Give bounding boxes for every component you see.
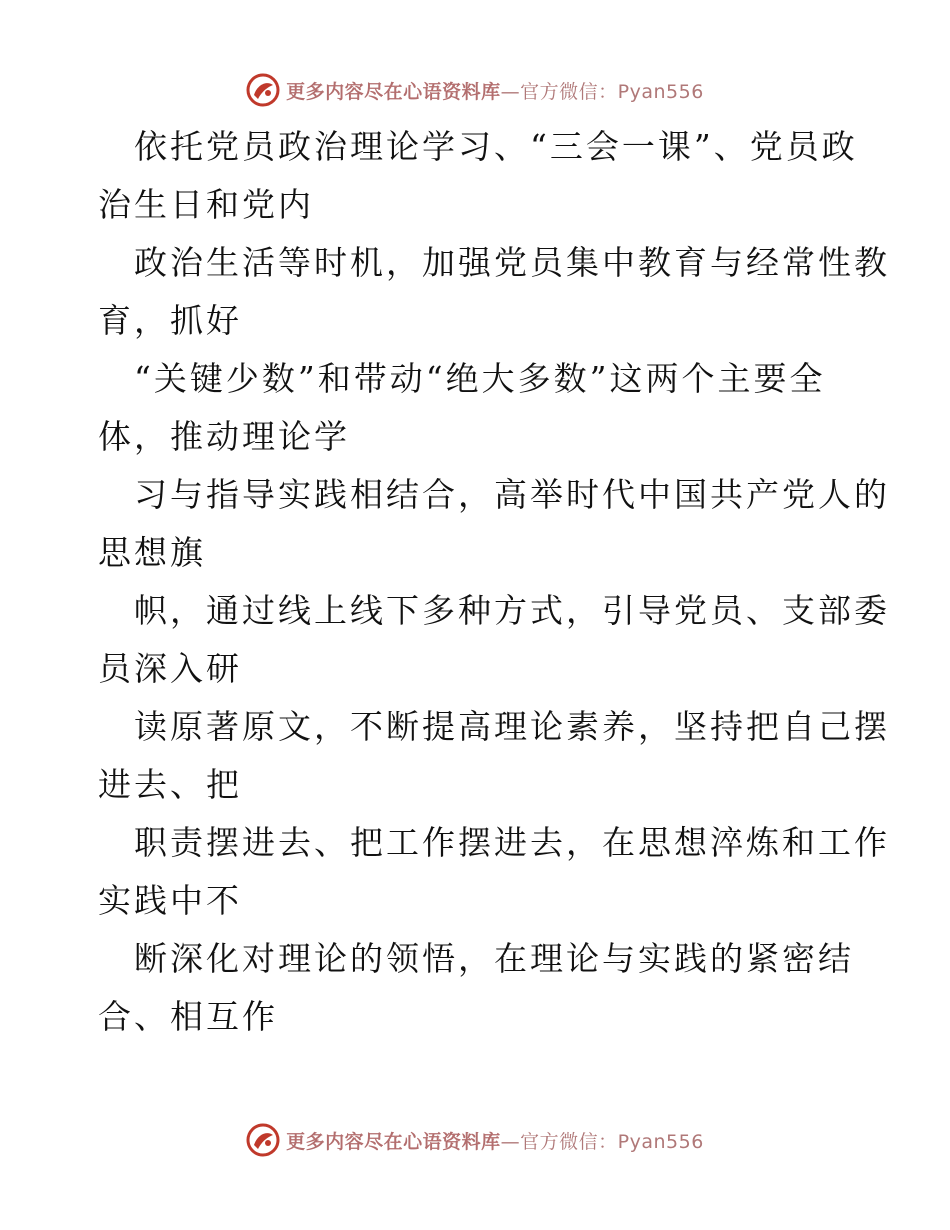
banner-tail: —官方微信：Pyan556 xyxy=(500,80,704,103)
body-line: 治生日和党内 xyxy=(98,185,314,224)
body-line: 断深化对理论的领悟，在理论与实践的紧密结 xyxy=(134,939,854,978)
header-banner-text xyxy=(286,77,704,104)
body-line: 习与指导实践相结合，高举时代中国共产党人的 xyxy=(134,475,890,514)
footer-banner-text xyxy=(286,1127,704,1154)
header-banner xyxy=(0,68,950,112)
body-line: 思想旗 xyxy=(98,533,206,572)
brand-logo-icon xyxy=(246,73,280,107)
body-line: 政治生活等时机，加强党员集中教育与经常性教 xyxy=(134,243,890,282)
body-line: 读原著原文，不断提高理论素养，坚持把自己摆 xyxy=(134,707,890,746)
footer-banner xyxy=(0,1118,950,1162)
banner-lead: 更多内容尽在心语资料库 xyxy=(286,1130,501,1153)
banner-lead: 更多内容尽在心语资料库 xyxy=(286,80,501,103)
body-line: “关键少数”和带动“绝大多数”这两个主要全 xyxy=(134,359,826,398)
body-line: 进去、把 xyxy=(98,765,242,804)
body-line: 实践中不 xyxy=(98,881,242,920)
document-body xyxy=(98,118,890,1046)
body-line: 合、相互作 xyxy=(98,997,278,1036)
body-line: 体，推动理论学 xyxy=(98,417,350,456)
body-line: 职责摆进去、把工作摆进去，在思想淬炼和工作 xyxy=(134,823,890,862)
body-line: 员深入研 xyxy=(98,649,242,688)
body-line: 依托党员政治理论学习、“三会一课”、党员政 xyxy=(134,127,858,166)
body-line: 育，抓好 xyxy=(98,301,242,340)
banner-tail: —官方微信：Pyan556 xyxy=(500,1130,704,1153)
body-line: 帜，通过线上线下多种方式，引导党员、支部委 xyxy=(134,591,890,630)
brand-logo-icon xyxy=(246,1123,280,1157)
